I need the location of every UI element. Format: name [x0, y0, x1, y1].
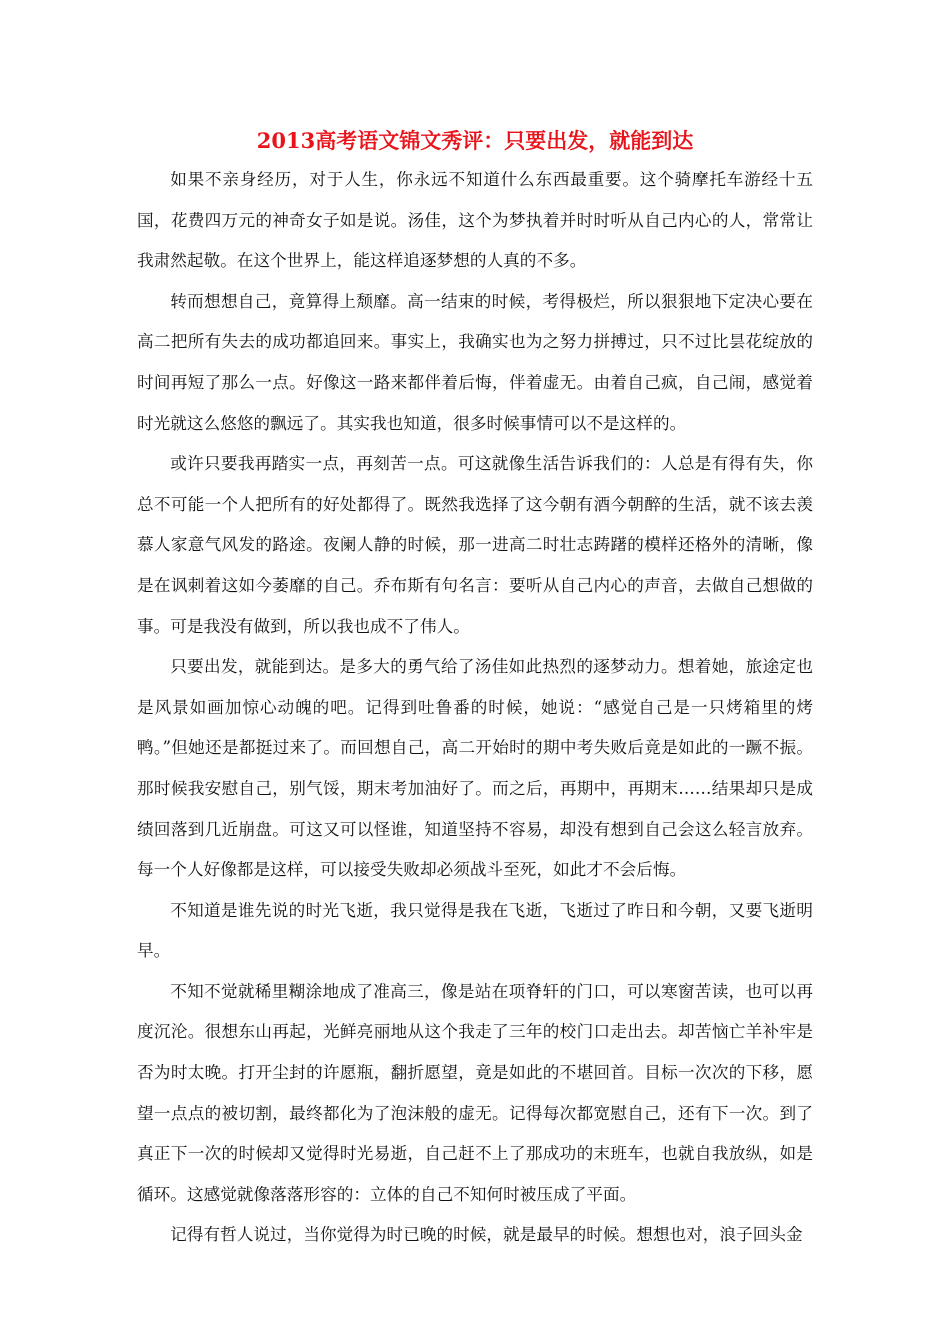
paragraph: 不知道是谁先说的时光飞逝，我只觉得是我在飞逝，飞逝过了昨日和今朝，又要飞逝明早。	[137, 900, 813, 961]
paragraph: 记得有哲人说过，当你觉得为时已晚的时候，就是最早的时候。想想也对，浪子回头金	[170, 1225, 803, 1245]
document-title: 2013高考语文锦文秀评：只要出发，就能到达	[256, 128, 694, 153]
paragraph: 不知不觉就稀里糊涂地成了准高三，像是站在项脊轩的门口，可以寒窗苦读，也可以再度沉沦。很想东山再起，光鲜亮丽地从这个我走了三年的校门口走出去。却苦恼亡羊补牢是否为时太晚。打开尘封的许愿瓶，翻折愿望，竟是如此的不堪回首。目标一次次的下移，愿望一点点的被切割，最终都化为了泡沫般的虚无。记得每次都宽慰自己，还有下一次。到了真正下一次的时候却又觉得时光易逝，自己赶不上了那成功的末班车，也就自我放纵，如是循环。这感觉就像落落形容的：立体的自己不知何时被压成了平面。	[137, 981, 813, 1204]
paragraph: 转而想想自己，竟算得上颓靡。高一结束的时候，考得极烂，所以狠狠地下定决心要在高二把所有失去的成功都追回来。事实上，我确实也为之努力拼搏过，只不过比昙花绽放的时间再短了那么一点。好像这一路来都伴着后悔，伴着虚无。由着自己疯，自己闹，感觉着时光就这么悠悠的飘远了。其实我也知道，很多时候事情可以不是这样的。	[137, 291, 813, 433]
article-body	[137, 160, 813, 1256]
paragraph: 只要出发，就能到达。是多大的勇气给了汤佳如此热烈的逐梦动力。想着她，旅途定也是风景如画加惊心动魄的吧。记得到吐鲁番的时候，她说：“感觉自己是一只烤箱里的烤鸭。”但她还是都挺过来了。而回想自己，高二开始时的期中考失败后竟是如此的一蹶不振。那时候我安慰自己，别气馁，期末考加油好了。而之后，再期中，再期末……结果却只是成绩回落到几近崩盘。可这又可以怪谁，知道坚持不容易，却没有想到自己会这么轻言放弃。每一个人好像都是这样，可以接受失败却必须战斗至死，如此才不会后悔。	[137, 657, 813, 880]
paragraph: 或许只要我再踏实一点，再刻苦一点。可这就像生活告诉我们的：人总是有得有失，你总不可能一个人把所有的好处都得了。既然我选择了这今朝有酒今朝醉的生活，就不该去羡慕人家意气风发的路途。夜阑人静的时候，那一进高二时壮志踌躇的模样还格外的清晰，像是在讽刺着这如今萎靡的自己。乔布斯有句名言：要听从自己内心的声音，去做自己想做的事。可是我没有做到，所以我也成不了伟人。	[137, 454, 813, 636]
paragraph: 如果不亲身经历，对于人生，你永远不知道什么东西最重要。这个骑摩托车游经十五国，花费四万元的神奇女子如是说。汤佳，这个为梦执着并时时听从自己内心的人，常常让我肃然起敬。在这个世界上，能这样追逐梦想的人真的不多。	[137, 170, 813, 271]
